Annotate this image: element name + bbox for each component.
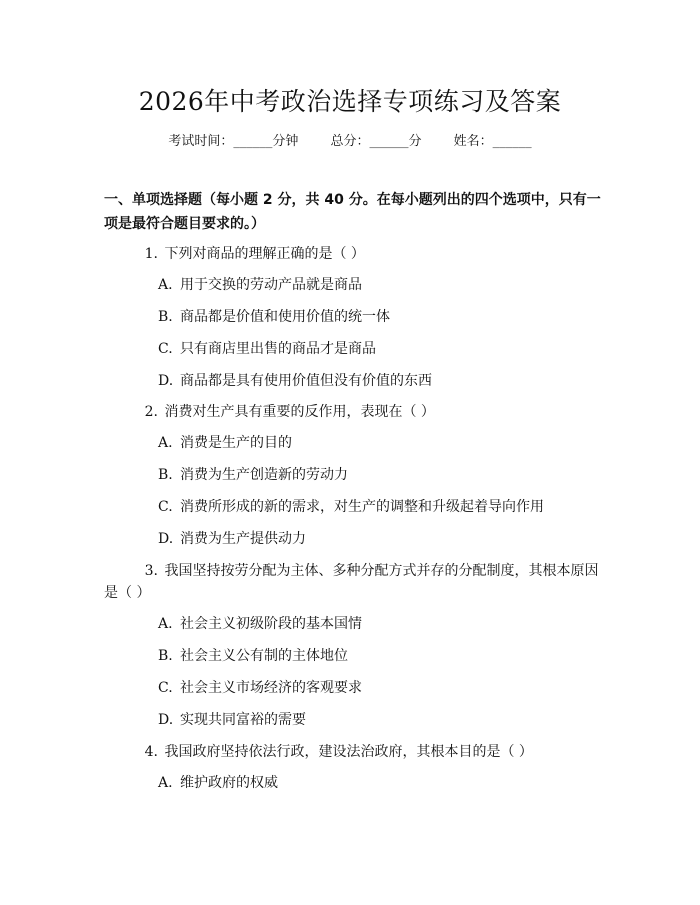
question-number: 3. <box>144 563 158 579</box>
total-score: 总分：______分 <box>330 134 422 149</box>
option-2c <box>158 497 544 517</box>
option-2a <box>158 433 292 453</box>
option-label: A. <box>158 775 173 791</box>
option-text: 用于交换的劳动产品就是商品 <box>180 277 362 293</box>
section-heading: 一、单项选择题（每小题 2 分，共 40 分。在每小题列出的四个选项中，只有一项是最符合题目要求的。） <box>104 192 601 232</box>
option-text: 社会主义市场经济的客观要求 <box>180 680 362 696</box>
question-4 <box>104 741 604 763</box>
option-4a <box>158 773 278 793</box>
option-label: B. <box>158 309 173 325</box>
option-label: D. <box>158 531 174 547</box>
question-number: 4. <box>144 744 158 760</box>
option-3d <box>158 710 306 730</box>
question-2 <box>104 401 604 423</box>
option-label: D. <box>158 712 174 728</box>
exam-time: 考试时间：______分钟 <box>168 134 299 149</box>
option-label: A. <box>158 277 173 293</box>
option-text: 只有商店里出售的商品才是商品 <box>180 341 376 357</box>
option-text: 维护政府的权威 <box>180 775 278 791</box>
option-label: C. <box>158 499 173 515</box>
option-3a <box>158 614 362 634</box>
page-title: 2026年中考政治选择专项练习及答案 <box>138 87 562 116</box>
option-text: 消费所形成的新的需求，对生产的调整和升级起着导向作用 <box>180 499 544 515</box>
question-number: 1. <box>144 246 158 262</box>
option-1c <box>158 339 376 359</box>
student-name: 姓名：______ <box>453 134 532 149</box>
question-3 <box>104 560 604 604</box>
question-1 <box>104 243 604 265</box>
question-number: 2. <box>144 404 158 420</box>
option-3c <box>158 678 362 698</box>
option-2d <box>158 529 306 549</box>
option-text: 商品都是具有使用价值但没有价值的东西 <box>180 373 432 389</box>
question-stem: 消费对生产具有重要的反作用，表现在（ ） <box>164 404 435 420</box>
option-1d <box>158 371 432 391</box>
option-text: 社会主义公有制的主体地位 <box>180 648 348 664</box>
question-stem: 我国坚持按劳分配为主体、多种分配方式并存的分配制度，其根本原因是（ ） <box>104 563 599 601</box>
option-text: 商品都是价值和使用价值的统一体 <box>180 309 390 325</box>
option-text: 消费为生产创造新的劳动力 <box>180 467 348 483</box>
option-2b <box>158 465 348 485</box>
option-label: C. <box>158 680 173 696</box>
option-3b <box>158 646 348 666</box>
option-label: C. <box>158 341 173 357</box>
option-text: 实现共同富裕的需要 <box>180 712 306 728</box>
option-label: B. <box>158 467 173 483</box>
exam-meta <box>0 130 700 149</box>
question-stem: 下列对商品的理解正确的是（ ） <box>164 246 365 262</box>
option-label: A. <box>158 616 173 632</box>
option-text: 消费为生产提供动力 <box>180 531 306 547</box>
option-1b <box>158 307 390 327</box>
option-text: 消费是生产的目的 <box>180 435 292 451</box>
option-label: B. <box>158 648 173 664</box>
option-text: 社会主义初级阶段的基本国情 <box>180 616 362 632</box>
option-label: D. <box>158 373 174 389</box>
option-1a <box>158 275 362 295</box>
question-stem: 我国政府坚持依法行政，建设法治政府，其根本目的是（ ） <box>164 744 533 760</box>
option-label: A. <box>158 435 173 451</box>
